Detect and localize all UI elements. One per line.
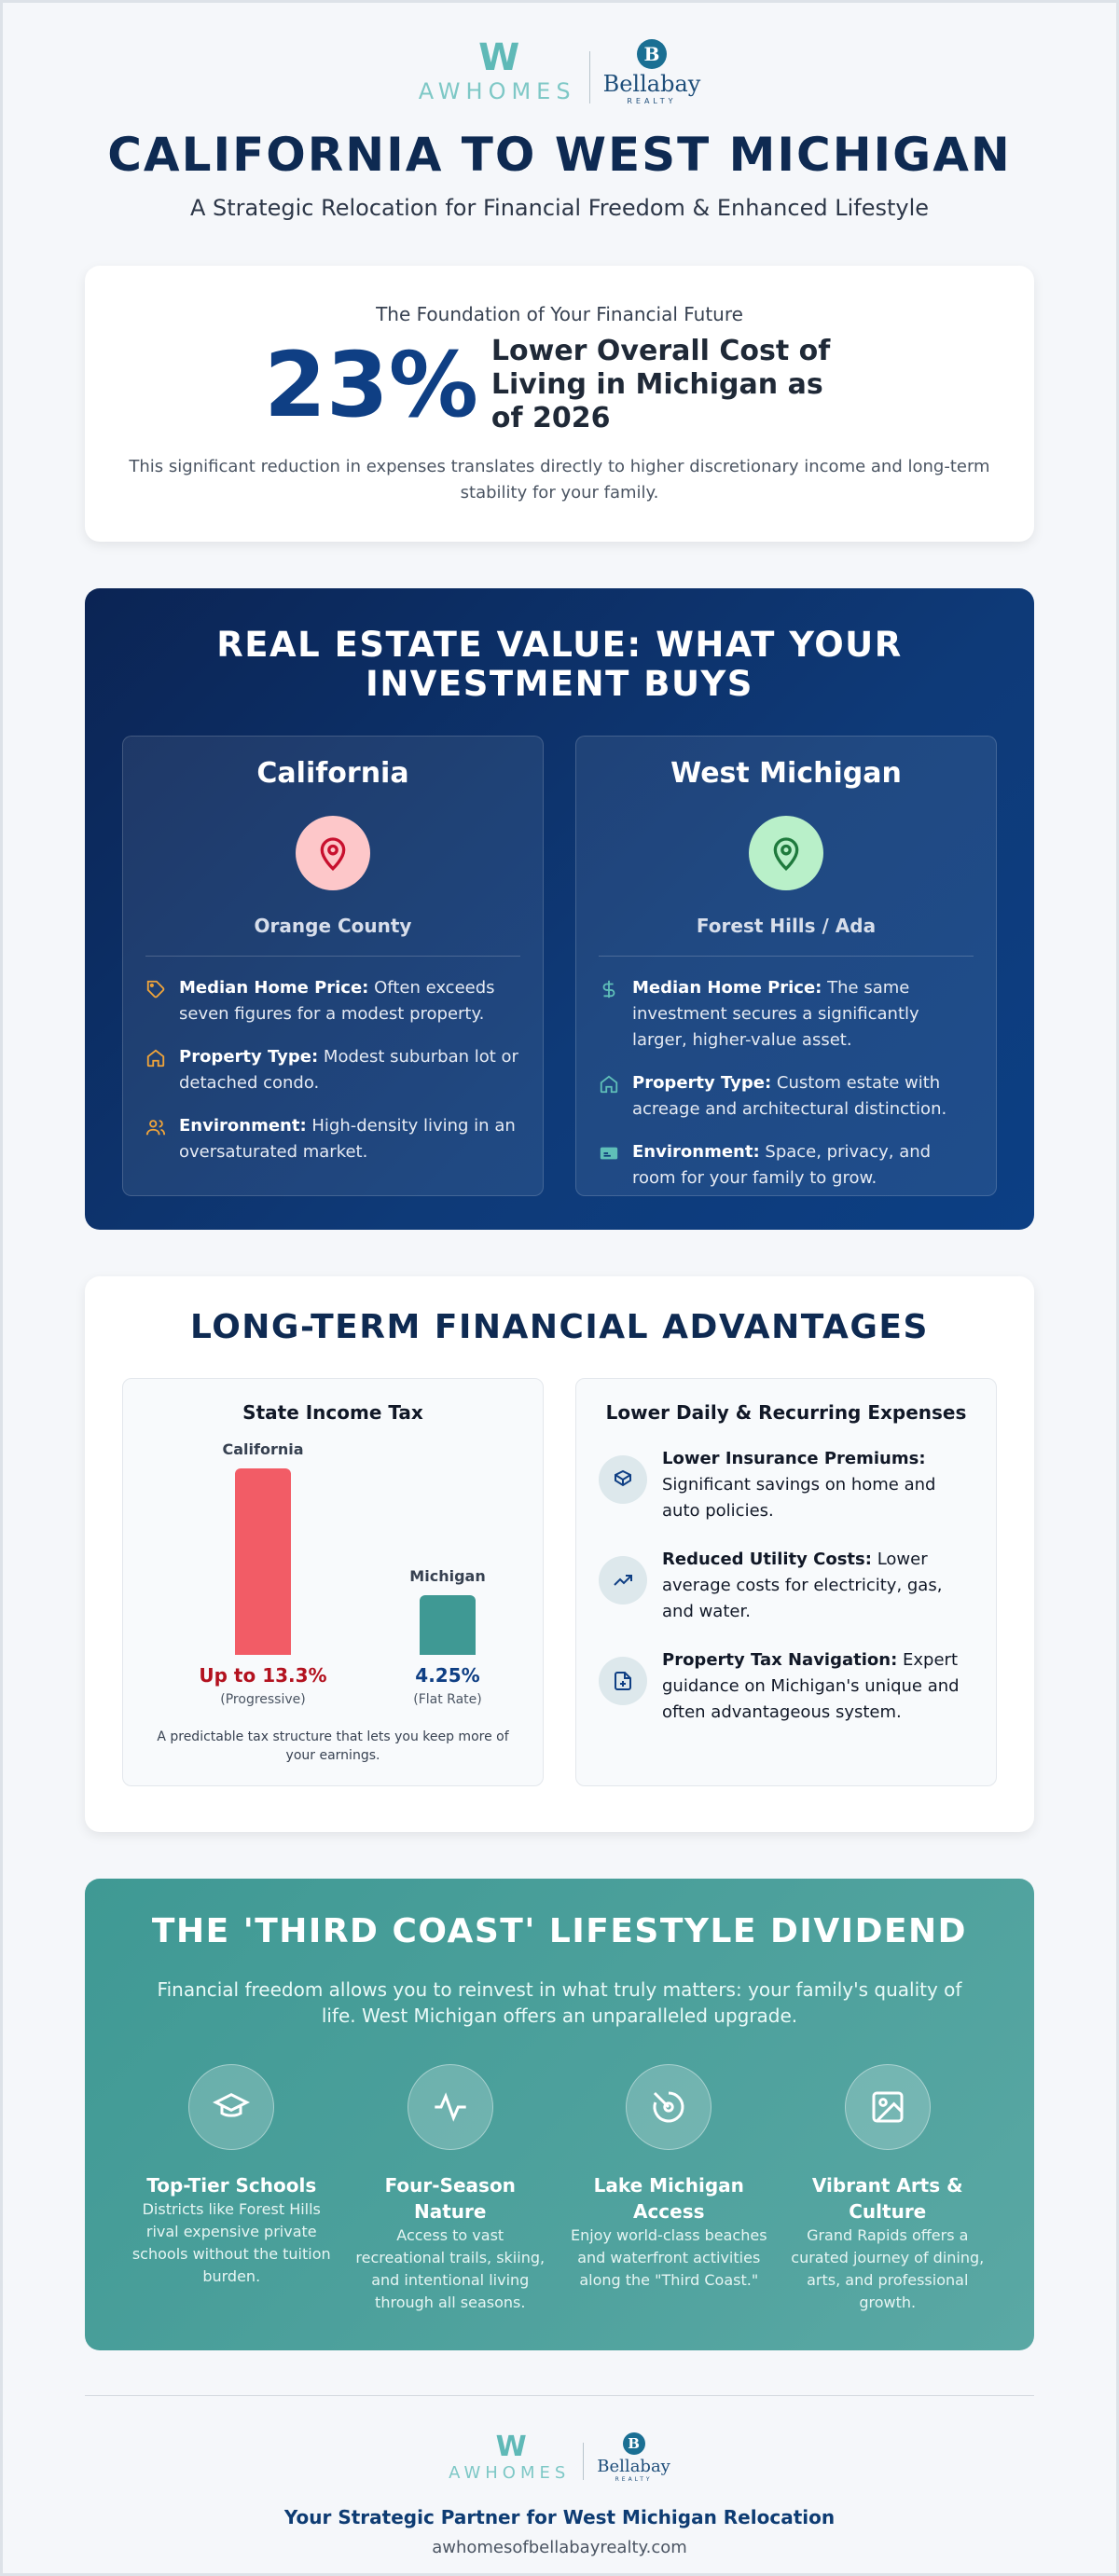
logo-divider bbox=[583, 2443, 584, 2480]
real-estate-title: REAL ESTATE VALUE: WHAT YOUR INVESTMENT BUYS bbox=[216, 625, 903, 704]
list-item: Lower Insurance Premiums: Significant savings on home and auto policies. bbox=[599, 1446, 974, 1524]
activity-icon bbox=[408, 2064, 493, 2150]
page-subtitle: A Strategic Relocation for Financial Freedom & Enhanced Lifestyle bbox=[189, 195, 930, 221]
column-title: California bbox=[256, 757, 409, 790]
lifestyle-item: Top-Tier Schools Districts like Forest Hills rival expensive private schools without the tuition burden. bbox=[122, 2064, 341, 2314]
home-icon bbox=[145, 1044, 168, 1096]
lifestyle-title: THE 'THIRD COAST' LIFESTYLE DIVIDEND bbox=[151, 1912, 968, 1950]
location-pin-icon bbox=[749, 816, 823, 890]
west-michigan-column bbox=[575, 736, 997, 1196]
area-label: Orange County bbox=[145, 915, 520, 957]
real-estate-section bbox=[85, 588, 1034, 1230]
california-column bbox=[122, 736, 544, 1196]
list-item: Property Type: Modest suburban lot or detached condo. bbox=[145, 1044, 520, 1096]
shield-icon bbox=[599, 1455, 647, 1504]
savings-percentage: 23% bbox=[264, 333, 478, 437]
lifestyle-section bbox=[85, 1879, 1034, 2350]
bar-category-label: Michigan bbox=[409, 1567, 486, 1586]
expenses-title: Lower Daily & Recurring Expenses bbox=[605, 1401, 967, 1424]
bellabay-logo: B Bellabay REALTY bbox=[597, 2432, 670, 2483]
image-icon bbox=[845, 2064, 931, 2150]
compass-icon bbox=[626, 2064, 711, 2150]
list-item: Property Tax Navigation: Expert guidance on Michigan's unique and often advantageous system. bbox=[599, 1647, 974, 1726]
landscape-icon bbox=[599, 1139, 621, 1192]
bar-value-label: 4.25% bbox=[415, 1664, 480, 1687]
area-label: Forest Hills / Ada bbox=[599, 915, 974, 957]
bar-california bbox=[235, 1468, 291, 1655]
footer bbox=[85, 2395, 1034, 2557]
cost-of-living-card bbox=[85, 266, 1034, 542]
income-tax-chart bbox=[145, 1440, 520, 1720]
lifestyle-subtitle: Financial freedom allows you to reinvest in what truly matters: your family's quality of life. West Michigan offers an unparalleled upgrade. bbox=[157, 1978, 962, 2027]
trend-icon bbox=[599, 1556, 647, 1605]
list-item: Environment: Space, privacy, and room for your family to grow. bbox=[599, 1139, 974, 1192]
list-item: Environment: High-density living in an oversaturated market. bbox=[145, 1113, 520, 1165]
list-item: Median Home Price: The same investment secures a significantly larger, higher-value asset. bbox=[599, 975, 974, 1054]
bar-michigan bbox=[420, 1595, 476, 1655]
bar-note-label: (Flat Rate) bbox=[413, 1692, 482, 1707]
list-item: Median Home Price: Often exceeds seven figures for a modest property. bbox=[145, 975, 520, 1027]
graduation-cap-icon bbox=[188, 2064, 274, 2150]
logo-divider bbox=[589, 51, 590, 103]
footer-logos bbox=[85, 2430, 1034, 2486]
lifestyle-item: Four-Season Nature Access to vast recreational trails, skiing, and intentional living through all seasons. bbox=[341, 2064, 560, 2314]
footer-website-link[interactable]: awhomesofbellabayrealty.com bbox=[432, 2538, 687, 2557]
awhomes-logo: W AWHOMES bbox=[418, 36, 576, 104]
bar-note-label: (Progressive) bbox=[220, 1692, 306, 1707]
dollar-icon bbox=[599, 975, 621, 1054]
financial-title: LONG-TERM FINANCIAL ADVANTAGES bbox=[190, 1308, 929, 1346]
tax-caption: A predictable tax structure that lets you keep more of your earnings. bbox=[157, 1729, 509, 1763]
list-item: Reduced Utility Costs: Lower average costs for electricity, gas, and water. bbox=[599, 1547, 974, 1625]
lifestyle-item: Vibrant Arts & Culture Grand Rapids offers a curated journey of dining, arts, and professional growth. bbox=[779, 2064, 998, 2314]
bellabay-logo: B Bellabay REALTY bbox=[603, 39, 701, 105]
foundation-description: This significant reduction in expenses translates directly to higher discretionary income and long-term stability for your family. bbox=[129, 457, 990, 503]
financial-advantages-card bbox=[85, 1276, 1034, 1832]
savings-headline: Lower Overall Cost of Living in Michigan as of 2026 bbox=[490, 335, 831, 434]
bar-category-label: California bbox=[222, 1440, 304, 1458]
page-title: CALIFORNIA TO WEST MICHIGAN bbox=[107, 128, 1012, 182]
location-pin-icon bbox=[296, 816, 370, 890]
footer-tagline: Your Strategic Partner for West Michigan Relocation bbox=[283, 2506, 836, 2528]
bar-value-label: Up to 13.3% bbox=[199, 1664, 327, 1687]
awhomes-logo: W AWHOMES bbox=[449, 2430, 571, 2483]
expenses-panel bbox=[575, 1378, 997, 1786]
column-title: West Michigan bbox=[670, 757, 902, 790]
tag-icon bbox=[145, 975, 168, 1027]
document-icon bbox=[599, 1657, 647, 1705]
users-icon bbox=[145, 1113, 168, 1165]
income-tax-panel bbox=[122, 1378, 544, 1786]
header-logos bbox=[3, 34, 1116, 109]
tax-chart-title: State Income Tax bbox=[242, 1401, 423, 1424]
foundation-kicker: The Foundation of Your Financial Future bbox=[376, 303, 743, 325]
home-icon bbox=[599, 1070, 621, 1123]
lifestyle-item: Lake Michigan Access Enjoy world-class beaches and waterfront activities along the "Third Coast." bbox=[560, 2064, 779, 2314]
list-item: Property Type: Custom estate with acreage and architectural distinction. bbox=[599, 1070, 974, 1123]
